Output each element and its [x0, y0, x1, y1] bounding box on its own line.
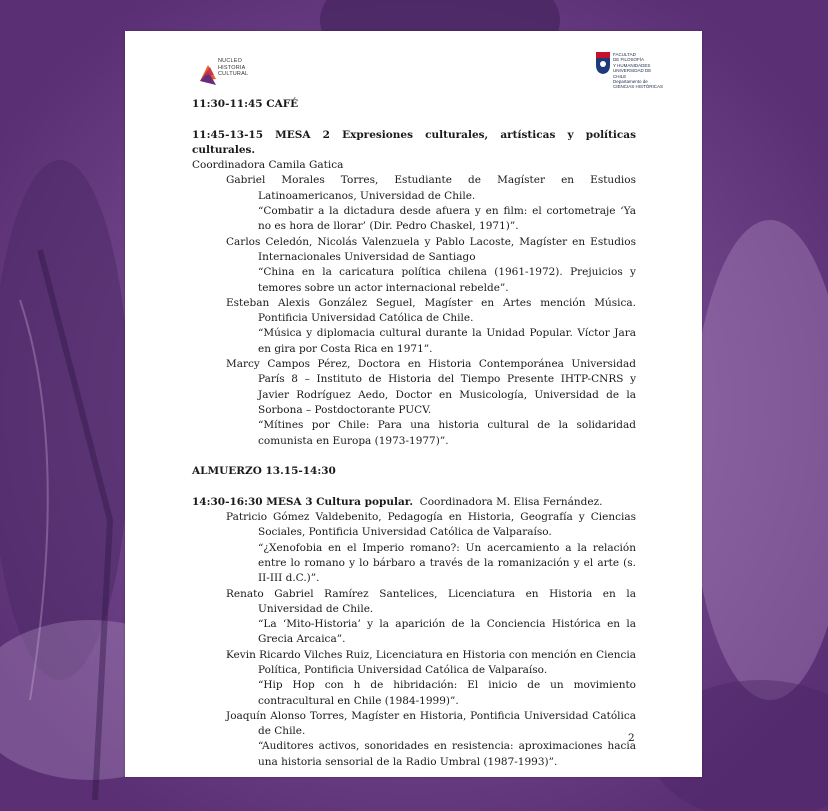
- talk-title: “Mítines por Chile: Para una historia cultural de la solidaridad comunista en Europa (1973-1977)”.: [258, 419, 636, 447]
- mesa2-coordinator: Coordinadora Camila Gatica: [192, 159, 344, 172]
- talk-title: “Hip Hop con h de hibridación: El inicio de un movimiento contracultural en Chile (1984-1999)”.: [258, 679, 636, 707]
- logo-left-line: NUCLEO: [218, 58, 243, 64]
- presenter-entry: Patricio Gómez Valdebenito, Pedagogía en Historia, Geografía y Ciencias Sociales, Pontificia Universidad Católica de Valparaíso.: [226, 511, 636, 539]
- presenter-entry: Marcy Campos Pérez, Doctora en Historia Contemporánea Universidad París 8 – Instituto de Historia del Tiempo Presente IHTP-CNRS y Javier Rodríguez Aedo, Doctor en Musicología, Universidad de la Sorbona – Postdoctorante PUCV.: [226, 358, 636, 416]
- logo-left-line: CULTURAL: [218, 71, 249, 77]
- university-crest-icon: [595, 51, 611, 75]
- document-page: [125, 31, 702, 777]
- presenter-entry: Esteban Alexis González Seguel, Magíster en Artes mención Música. Pontificia Universidad Católica de Chile.: [226, 296, 636, 325]
- presenter-entry: Joaquín Alonso Torres, Magíster en Historia, Pontificia Universidad Católica de Chile.: [226, 709, 636, 738]
- program-content: [192, 97, 636, 770]
- presenter-entry: Renato Gabriel Ramírez Santelices, Licenciatura en Historia en la Universidad de Chile.: [226, 587, 636, 615]
- talk-title: “¿Xenofobia en el Imperio romano?: Un acercamiento a la relación entre lo romano y lo bárbaro a través de la romanización y el arte (s. II-III d.C.)”.: [258, 541, 636, 585]
- talk-title: “Auditores activos, sonoridades en resistencia: aproximaciones hacia una historia sensorial de la Radio Umbral (1987-1993)”.: [258, 740, 636, 768]
- mesa3-coordinator: Coordinadora M. Elisa Fernández.: [419, 495, 603, 508]
- talk-title: “La ‘Mito-Historia’ y la aparición de la Conciencia Histórica en la Grecia Arcaica”.: [258, 618, 636, 646]
- logo-left-line: HISTORIA: [218, 64, 246, 71]
- presenter-entry: Carlos Celedón, Nicolás Valenzuela y Pablo Lacoste, Magíster en Estudios Internacionales Universidad de Santiago: [226, 235, 636, 263]
- nucleo-historia-cultural-logo: [198, 57, 268, 87]
- logo-right-line: Departamento de: [613, 79, 648, 85]
- logo-right-line: CIENCIAS HISTÓRICAS: [613, 84, 664, 90]
- universidad-de-chile-logo: [595, 51, 665, 91]
- almuerzo-heading: ALMUERZO 13.15-14:30: [192, 465, 336, 478]
- presenter-entry: Gabriel Morales Torres, Estudiante de Magíster en Estudios Latinoamericanos, Universidad de Chile.: [226, 174, 636, 202]
- talk-title: “Combatir a la dictadura desde afuera y en film: el cortometraje ‘Ya no es hora de llorar’ (Dir. Pedro Chaskel, 1971)”.: [258, 205, 636, 233]
- talk-title: “China en la caricatura política chilena (1961-1972). Prejuicios y temores sobre un actor internacional rebelde”.: [258, 266, 636, 294]
- logo-right-line: UNIVERSIDAD DE CHILE: [613, 68, 652, 79]
- presenter-entry: Kevin Ricardo Vilches Ruiz, Licenciatura en Historia con mención en Ciencia Política, Pontificia Universidad Católica de Valparaíso.: [226, 648, 636, 676]
- logo-right-line: Y HUMANIDADES: [613, 62, 651, 68]
- mesa2-heading: 11:45-13-15 MESA 2 Expresiones culturales, artísticas y políticas culturales.: [192, 128, 636, 156]
- logo-right-line: FACULTAD: [613, 52, 636, 57]
- nucleo-logo-icon: [198, 57, 218, 87]
- cafe-heading: 11:30-11:45 CAFÉ: [192, 98, 299, 110]
- talk-title: “Música y diplomacia cultural durante la Unidad Popular. Víctor Jara en gira por Costa Rica en 1971”.: [258, 327, 636, 355]
- mesa3-heading-line: [192, 495, 636, 510]
- mesa3-heading: 14:30-16:30 MESA 3 Cultura popular.: [192, 495, 413, 508]
- logo-right-line: DE FILOSOFÍA: [613, 57, 645, 63]
- page-number: 2: [628, 732, 635, 744]
